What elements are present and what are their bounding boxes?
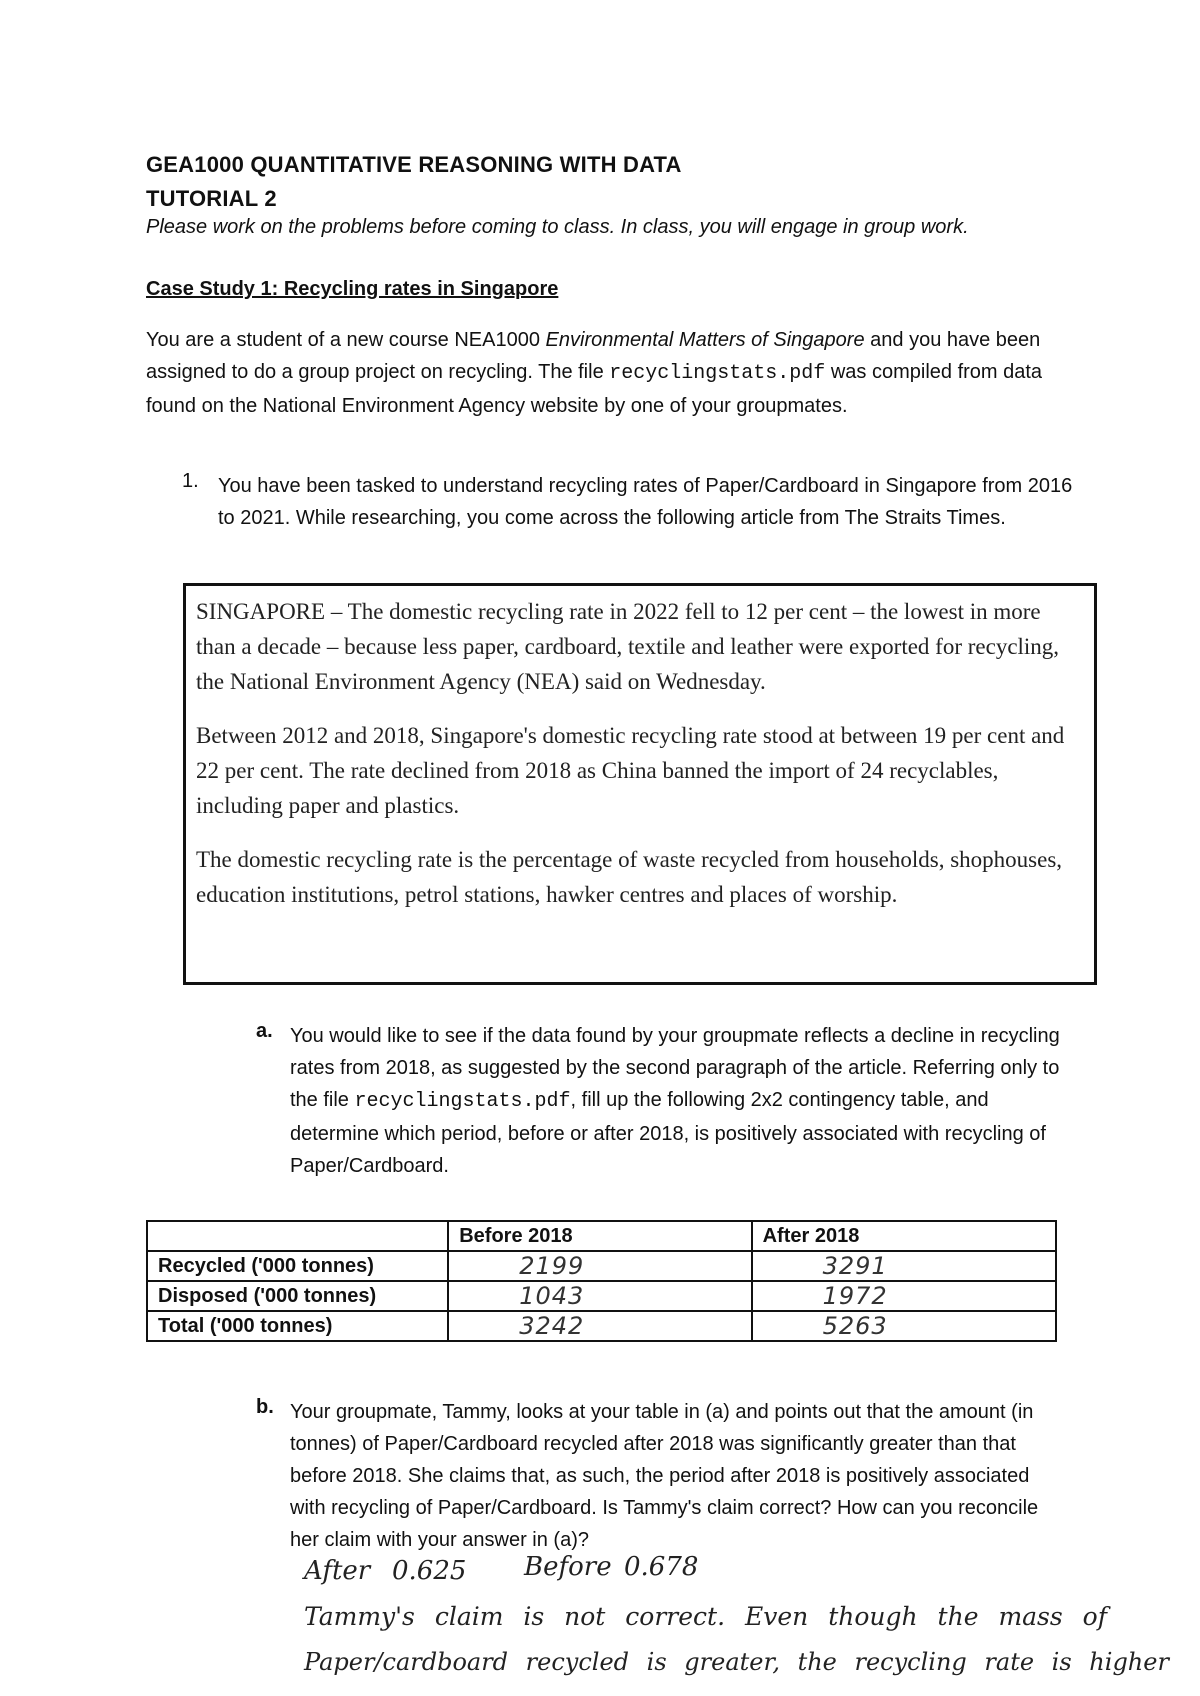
table-row [147, 1251, 1056, 1281]
header-cell-after: After 2018 [752, 1221, 1056, 1251]
handwritten-after-value: 0.625 [392, 1556, 467, 1586]
intro-text-3: was compiled from data found on the National Environment Agency website by one of your groupmates. [146, 361, 1043, 417]
row-label: Disposed ('000 tonnes) [147, 1281, 448, 1311]
cell-total-after[interactable]: 5263 [752, 1311, 1056, 1341]
intro-text-2: and you have been assigned to do a group project on recycling. The file [146, 329, 1041, 383]
course-name: Environmental Matters of Singapore [545, 329, 865, 351]
handwritten-line-2: Tammy's claim is not correct. Even though the mass of [304, 1602, 1107, 1631]
header-cell-empty [147, 1221, 448, 1251]
row-label: Recycled ('000 tonnes) [147, 1251, 448, 1281]
article-paragraph-3: The domestic recycling rate is the percentage of waste recycled from households, shophouses, education institutions, petrol stations, hawker centres and places of worship. [196, 847, 1063, 907]
case-study-heading: Case Study 1: Recycling rates in Singapore [146, 278, 559, 300]
article-excerpt [183, 583, 1097, 985]
tutorial-heading: TUTORIAL 2 [146, 186, 277, 211]
instructions: Please work on the problems before coming to class. In class, you will engage in group work. [146, 216, 969, 238]
question-number: 1. [182, 470, 199, 492]
intro-text-1: You are a student of a new course NEA1000 [146, 329, 546, 351]
article-paragraph-2: Between 2012 and 2018, Singapore's domestic recycling rate stood at between 19 per cent and 22 per cent. The rate declined from 2018 as China banned the import of 24 recyclables, including paper and plastics. [196, 723, 1065, 818]
part-a-filename: recyclingstats.pdf [354, 1090, 571, 1113]
cell-disposed-after[interactable]: 1972 [752, 1281, 1056, 1311]
course-title: GEA1000 QUANTITATIVE REASONING WITH DATA [146, 152, 682, 177]
handwritten-after-label: After [304, 1556, 371, 1586]
row-label: Total ('000 tonnes) [147, 1311, 448, 1341]
case-study-intro [146, 324, 1066, 422]
part-a-text-2: , fill up the following 2x2 contingency table, and determine which period, before or after 2018, is positively associated with recycling of Paper/Cardboard. [290, 1089, 1046, 1177]
question-1-text: You have been tasked to understand recycling rates of Paper/Cardboard in Singapore from 2016 to 2021. While researching, you come across the following article from The Straits Times. [218, 475, 1073, 529]
article-paragraph-1: SINGAPORE – The domestic recycling rate in 2022 fell to 12 per cent – the lowest in more than a decade – because less paper, cardboard, textile and leather were exported for recycling, the National Environment Agency (NEA) said on Wednesday. [196, 599, 1060, 694]
cell-recycled-after[interactable]: 3291 [752, 1251, 1056, 1281]
contingency-table [146, 1220, 1057, 1342]
handwritten-before-value: 0.678 [624, 1552, 699, 1582]
part-b-label: b. [256, 1396, 274, 1418]
table-row [147, 1281, 1056, 1311]
handwritten-line-3: Paper/cardboard recycled is greater, the recycling rate is higher [304, 1648, 1169, 1676]
table-row [147, 1311, 1056, 1341]
handwritten-before-label: Before [524, 1552, 612, 1582]
cell-disposed-before[interactable]: 1043 [448, 1281, 751, 1311]
part-b-text: Your groupmate, Tammy, looks at your table in (a) and points out that the amount (in tonnes) of Paper/Cardboard recycled after 2018 was significantly greater than that before 2018. She claims that, as such, the period after 2018 is positively associated with recycling of Paper/Cardboard. Is Tammy's claim correct? How can you reconcile her claim with your answer in (a)? [290, 1401, 1039, 1551]
header-cell-before: Before 2018 [448, 1221, 751, 1251]
part-a-label: a. [256, 1020, 273, 1042]
cell-total-before[interactable]: 3242 [448, 1311, 751, 1341]
part-a-text [290, 1020, 1070, 1182]
table-header-row [147, 1221, 1056, 1251]
cell-recycled-before[interactable]: 2199 [448, 1251, 751, 1281]
filename: recyclingstats.pdf [609, 362, 826, 385]
part-a-text-1: You would like to see if the data found by your groupmate reflects a decline in recycling rates from 2018, as suggested by the second paragraph of the article. Referring only to the file [290, 1025, 1060, 1111]
